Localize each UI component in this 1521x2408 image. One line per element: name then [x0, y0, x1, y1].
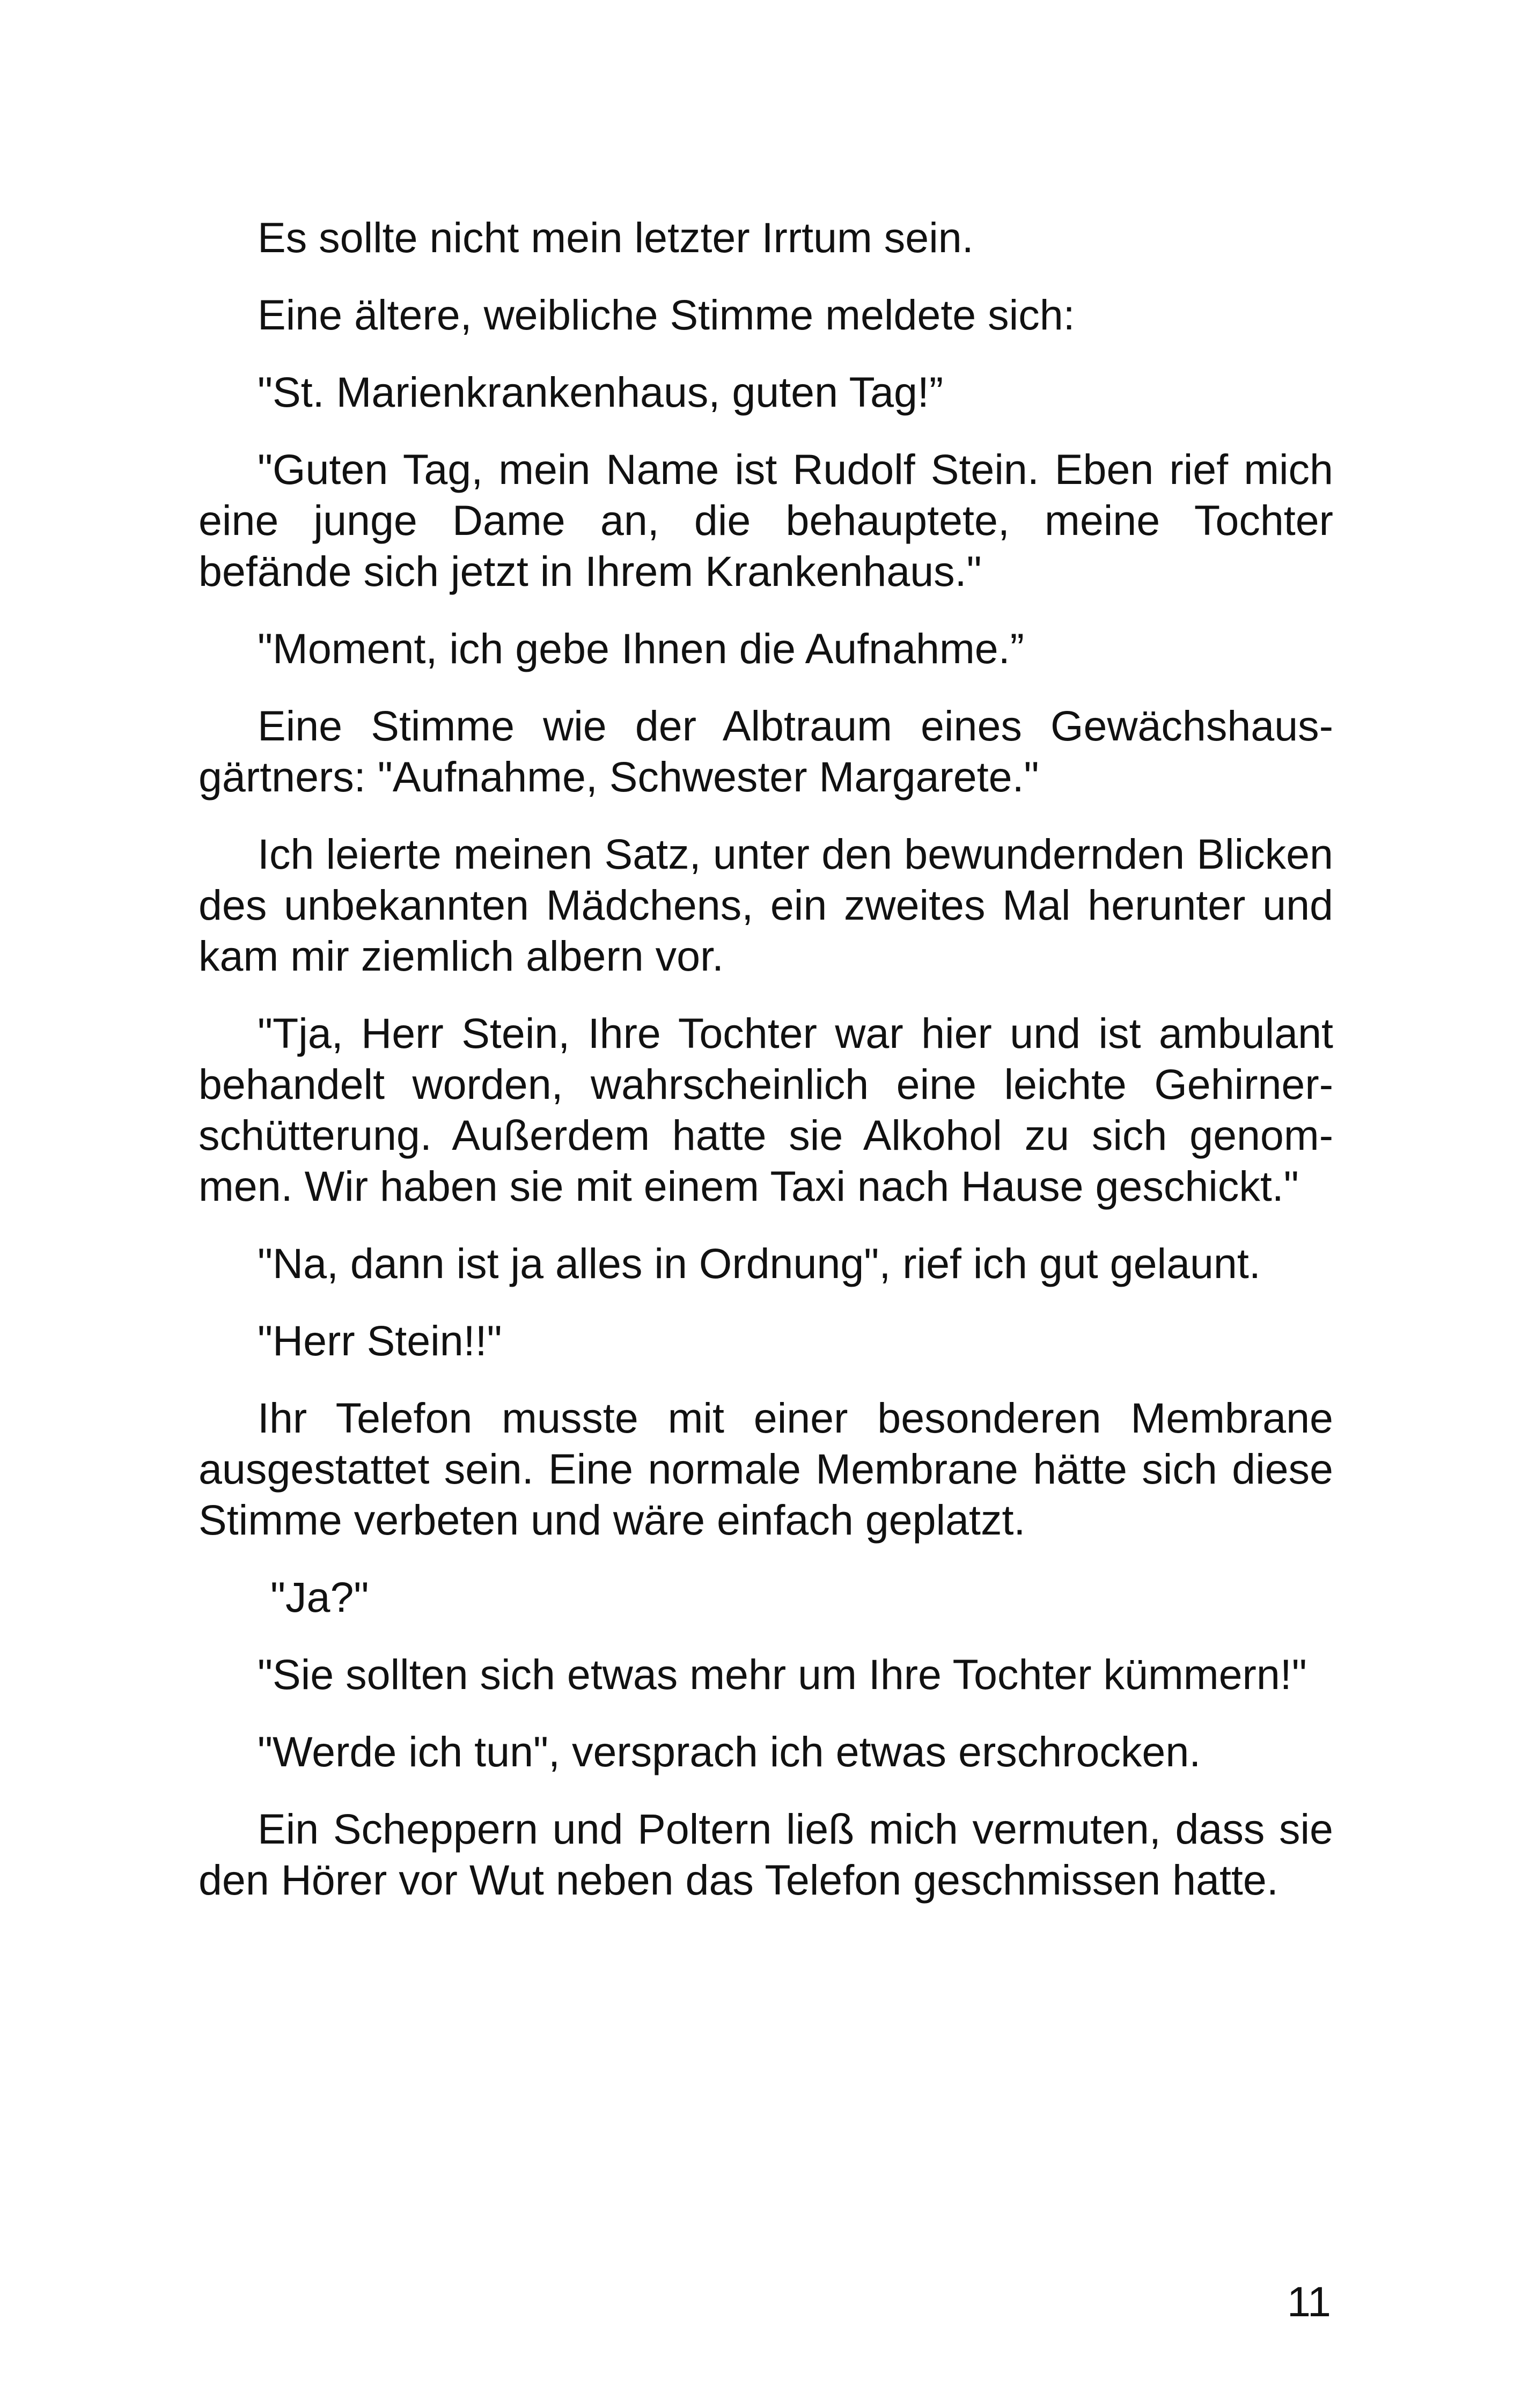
paragraph: Eine ältere, weibliche Stimme meldete sich: [258, 291, 1075, 339]
page-number: 11 [1287, 2278, 1331, 2325]
paragraph: "Guten Tag, mein Name ist Rudolf Stein. Eben rief mich eine junge Dame an, die behauptete, meine Tochter befände sich jetzt in Ihrem Krankenhaus." [199, 445, 1333, 595]
paragraph: Ein Scheppern und Poltern ließ mich vermuten, dass sie den Hörer vor Wut neben das Telefon geschmissen hatte. [199, 1805, 1333, 1904]
paragraph: "Sie sollten sich etwas mehr um Ihre Tochter kümmern!" [258, 1650, 1307, 1698]
paragraph: "Ja?" [270, 1573, 369, 1621]
paragraph: "Tja, Herr Stein, Ihre Tochter war hier und ist ambulant behandelt worden, wahrscheinlich eine leichte Gehirnerschütterung. Außerdem hatte sie Alkohol zu sich genommen. Wir haben sie mit einem Taxi nach Hause geschickt." [199, 1009, 1333, 1210]
body-text [199, 212, 1333, 1932]
paragraph: "Herr Stein!!" [258, 1317, 502, 1364]
paragraph: "Na, dann ist ja alles in Ordnung", rief ich gut gelaunt. [258, 1239, 1261, 1287]
paragraph: "Werde ich tun", versprach ich etwas erschrocken. [258, 1728, 1201, 1775]
paragraph: Eine Stimme wie der Albtraum eines Gewächshausgärtners: "Aufnahme, Schwester Margarete." [199, 702, 1333, 801]
paragraph: "Moment, ich gebe Ihnen die Aufnahme.” [258, 625, 1024, 672]
paragraph: Es sollte nicht mein letzter Irrtum sein. [258, 214, 974, 261]
paragraph: Ich leierte meinen Satz, unter den bewundernden Blicken des unbekannten Mädchens, ein zweites Mal herunter und kam mir ziemlich albern vor. [199, 830, 1333, 980]
paragraph: "St. Marienkrankenhaus, guten Tag!” [258, 368, 944, 416]
paragraph: Ihr Telefon musste mit einer besonderen Membrane ausgestattet sein. Eine normale Membrane hätte sich diese Stimme verbeten und wäre einfach geplatzt. [199, 1394, 1333, 1544]
